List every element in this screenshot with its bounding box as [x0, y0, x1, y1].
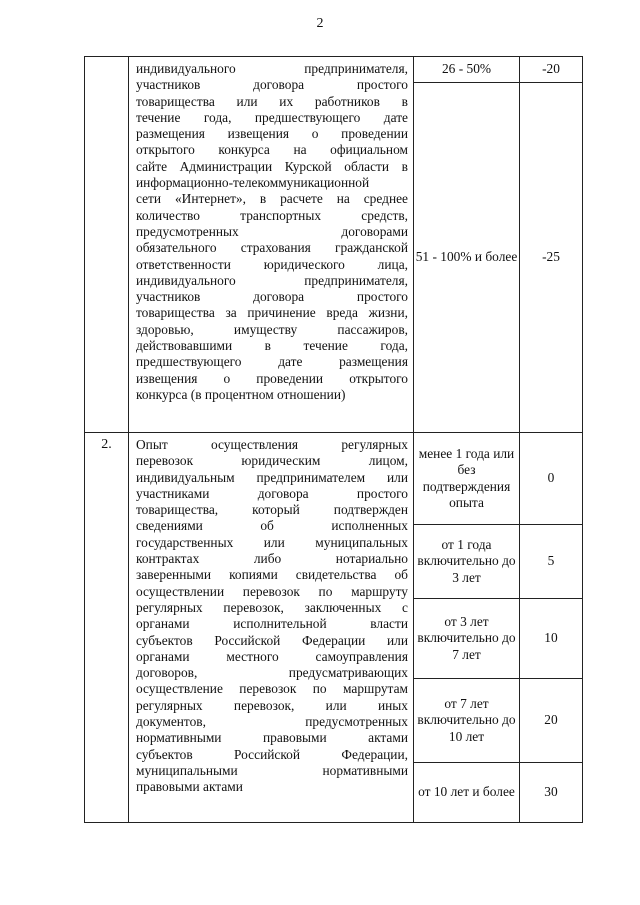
- criterion-score: 10: [520, 599, 583, 679]
- page-number: 2: [316, 16, 324, 31]
- criterion-score: 0: [520, 433, 583, 525]
- table-row: [85, 433, 583, 525]
- criterion-label: от 10 лет и более: [414, 763, 520, 823]
- row-number-cell: [85, 57, 129, 433]
- criterion-score: -20: [520, 57, 583, 83]
- criterion-label: 26 - 50%: [414, 57, 520, 83]
- criterion-score: 30: [520, 763, 583, 823]
- criterion-label: от 3 лет включительно до 7 лет: [414, 599, 520, 679]
- criterion-label: менее 1 года или без подтверждения опыта: [414, 433, 520, 525]
- description-cell: [129, 57, 414, 433]
- row-number-cell: 2.: [85, 433, 129, 823]
- criterion-score: 20: [520, 679, 583, 763]
- criterion-score: -25: [520, 83, 583, 433]
- criteria-table: [84, 56, 583, 823]
- criterion-label: от 1 года включительно до 3 лет: [414, 525, 520, 599]
- description-cell: [129, 433, 414, 823]
- criterion-label: 51 - 100% и более: [414, 83, 520, 433]
- description-text: индивидуального предпринимателя, участников договора простого товарищества или их работников в течение года, предшествующего дате размещения извещения о проведении открытого конкурса на официальном сайте Администрации Курской области в информационно-телекоммуникационной сети «Интернет», в расчете на среднее количество транспортных средств, предусмотренных договорами обязательного страхования гражданской ответственности юридического лица, индивидуального предпринимателя, участников договора простого товарищества за причинение вреда жизни, здоровью, имуществу пассажиров, действовавшими в течение года, предшествующего дате размещения извещения о проведении открытого конкурса (в процентном отношении): [136, 61, 408, 402]
- criterion-score: 5: [520, 525, 583, 599]
- criterion-label: от 7 лет включительно до 10 лет: [414, 679, 520, 763]
- description-text: Опыт осуществления регулярных перевозок юридическим лицом, индивидуальным предпринимателем или участниками договора простого товарищества, который подтвержден сведениями об исполненных государственных или муниципальных контрактах либо нотариально заверенными копиями свидетельства об осуществлении перевозок по маршруту регулярных перевозок, заключенных с органами исполнительной власти субъектов Российской Федерации или органами местного самоуправления договоров, предусматривающих осуществление перевозок по маршрутам регулярных перевозок, или иных документов, предусмотренных нормативными правовыми актами субъектов Российской Федерации, муниципальными нормативными правовыми актами: [136, 437, 408, 795]
- table-row: [85, 57, 583, 83]
